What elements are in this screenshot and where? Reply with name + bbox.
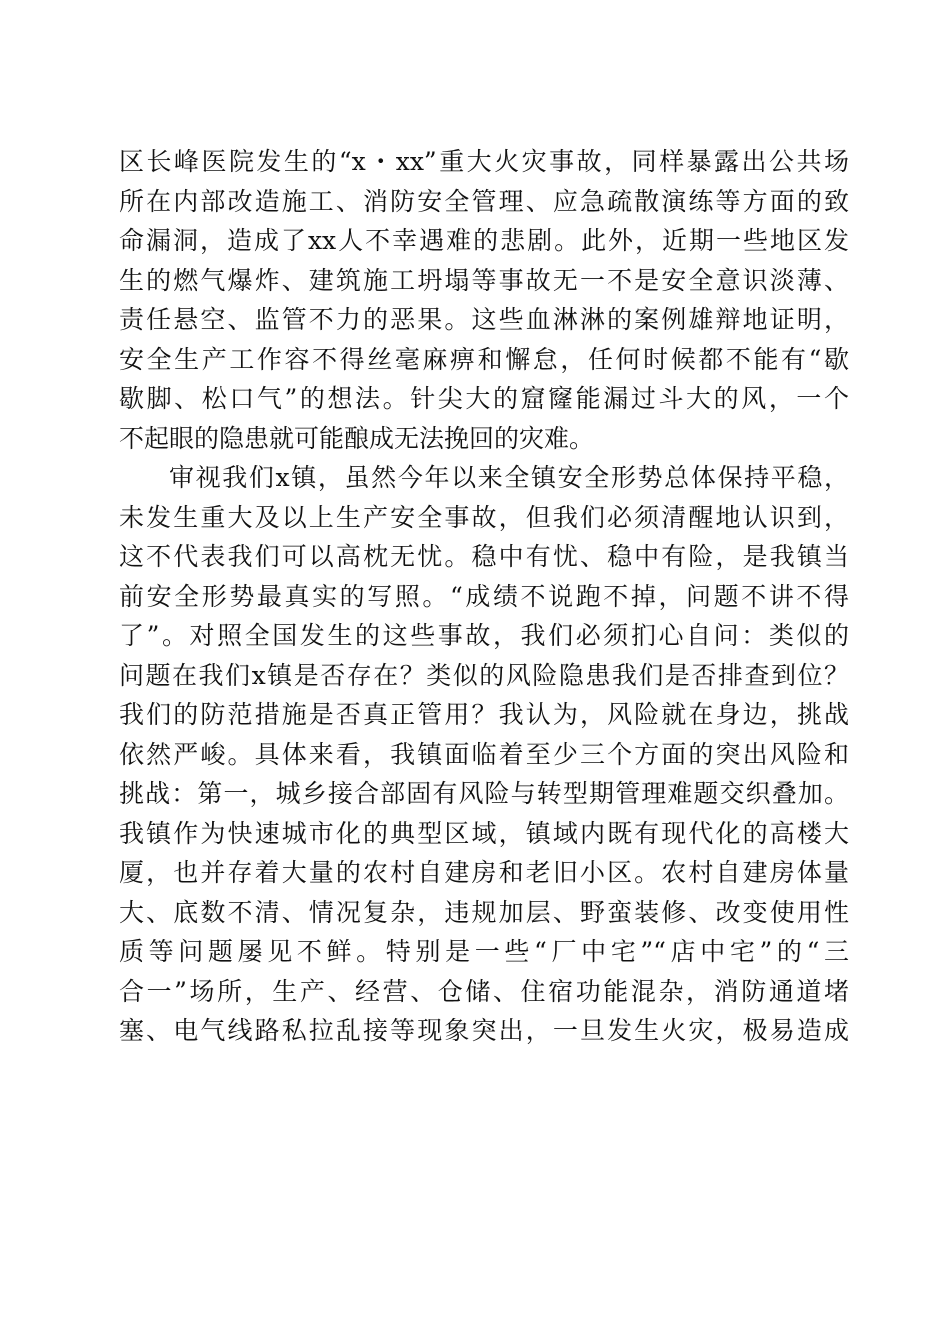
paragraph-first-line: 审视我们x镇，虽然今年以来全镇安全形势总体保持平稳， bbox=[169, 463, 849, 492]
text-line: 责任悬空、监管不力的恶果。这些血淋淋的案例雄辩地证明， bbox=[119, 305, 849, 334]
paragraph-end-line: 不起眼的隐患就可能酿成无法挽回的灾难。 bbox=[119, 423, 595, 453]
text-line: 塞、电气线路私拉乱接等现象突出，一旦发生火灾，极易造成 bbox=[119, 1016, 849, 1045]
text-line: 安全生产工作容不得丝毫麻痹和懈怠，任何时候都不能有“歇 bbox=[119, 344, 849, 374]
text-line: 依然严峻。具体来看，我镇面临着至少三个方面的突出风险和 bbox=[119, 739, 849, 769]
text-line: 所在内部改造施工、消防安全管理、应急疏散演练等方面的致 bbox=[119, 186, 849, 216]
text-line: 了”。对照全国发生的这些事故，我们必须扪心自问：类似的 bbox=[119, 621, 849, 650]
text-line: 区长峰医院发生的“x・xx”重大火灾事故，同样暴露出公共场 bbox=[119, 147, 849, 176]
text-line: 质等问题屡见不鲜。特别是一些“厂中宅”“店中宅”的“三 bbox=[119, 937, 849, 966]
text-line: 挑战：第一，城乡接合部固有风险与转型期管理难题交织叠加。 bbox=[119, 779, 849, 808]
text-line: 歇脚、松口气”的想法。针尖大的窟窿能漏过斗大的风，一个 bbox=[119, 384, 849, 413]
text-line: 这不代表我们可以高枕无忧。稳中有忧、稳中有险，是我镇当 bbox=[119, 542, 849, 571]
text-line: 大、底数不清、情况复杂，违规加层、野蛮装修、改变使用性 bbox=[119, 897, 849, 927]
text-line: 命漏洞，造成了xx人不幸遇难的悲剧。此外，近期一些地区发 bbox=[119, 226, 849, 255]
body-text bbox=[119, 142, 849, 1051]
text-line: 我镇作为快速城市化的典型区域，镇域内既有现代化的高楼大 bbox=[119, 818, 849, 848]
text-line: 前安全形势最真实的写照。“成绩不说跑不掉，问题不讲不得 bbox=[119, 581, 849, 611]
text-line: 合一”场所，生产、经营、仓储、住宿功能混杂，消防通道堵 bbox=[119, 976, 849, 1006]
text-line: 我们的防范措施是否真正管用？我认为，风险就在身边，挑战 bbox=[119, 700, 849, 729]
text-line: 生的燃气爆炸、建筑施工坍塌等事故无一不是安全意识淡薄、 bbox=[119, 265, 849, 295]
text-line: 未发生重大及以上生产安全事故，但我们必须清醒地认识到， bbox=[119, 502, 849, 532]
text-line: 厦，也并存着大量的农村自建房和老旧小区。农村自建房体量 bbox=[119, 858, 849, 887]
text-line: 问题在我们x镇是否存在？类似的风险隐患我们是否排查到位？ bbox=[119, 660, 849, 690]
